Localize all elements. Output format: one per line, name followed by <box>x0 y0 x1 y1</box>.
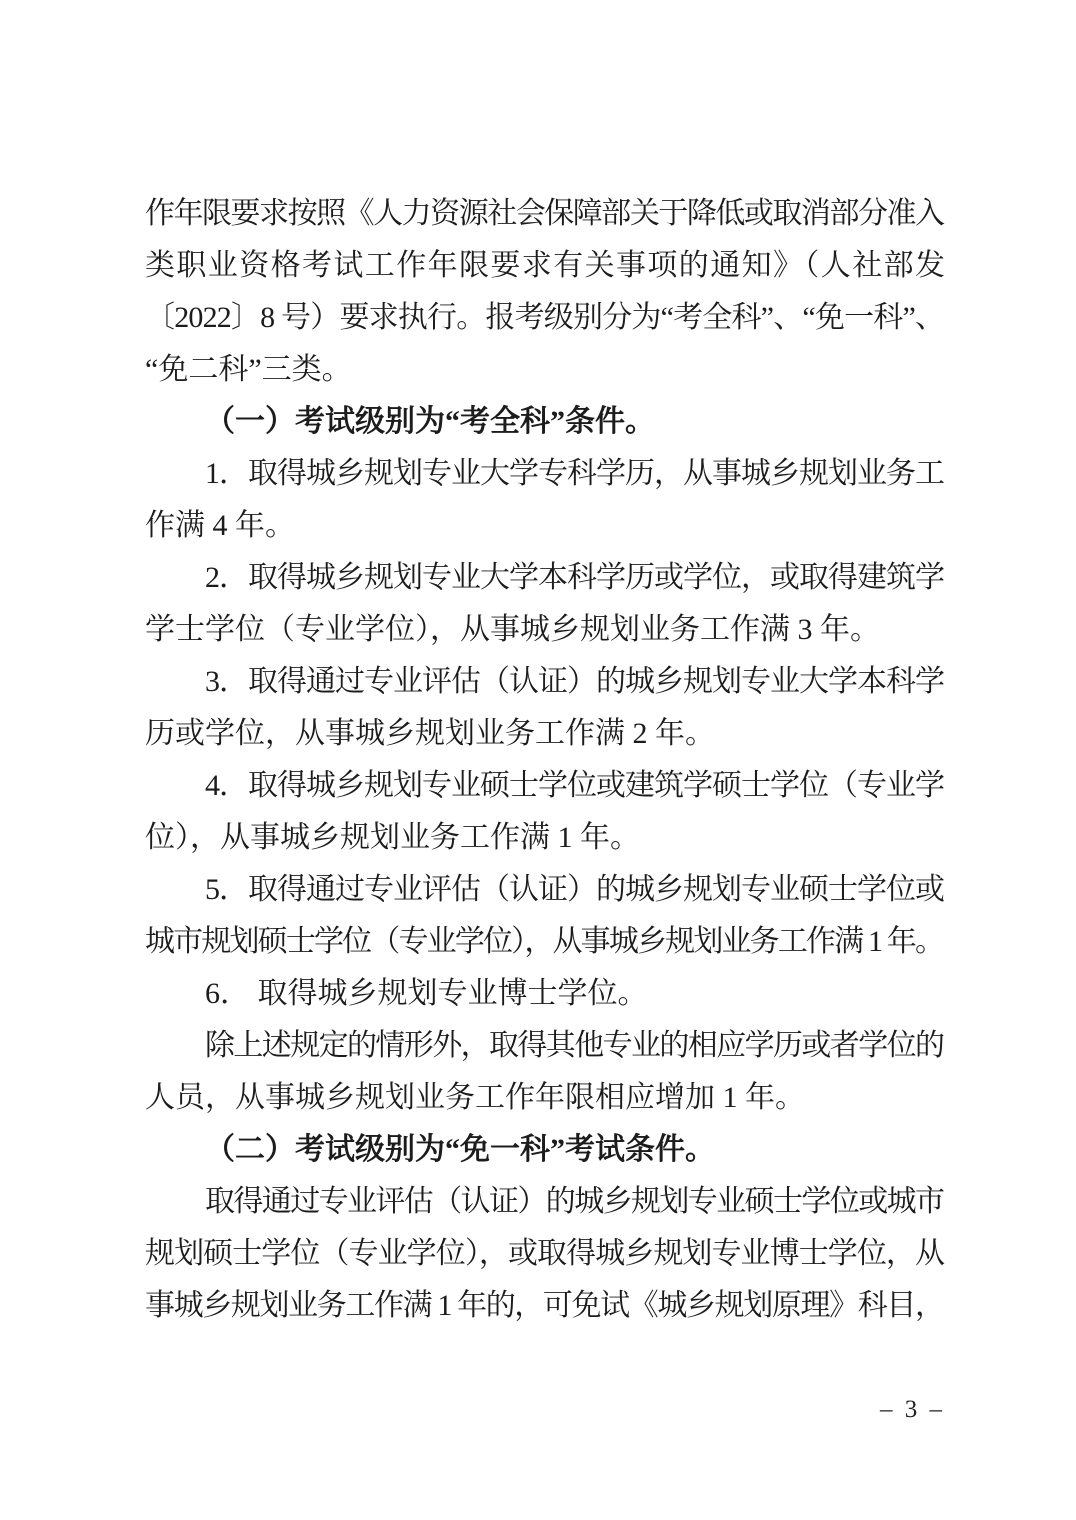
text-line-content: 取得通过专业评估（认证）的城乡规划专业硕士学位或城市 <box>205 1185 944 1218</box>
text-line <box>145 916 945 968</box>
text-line <box>145 760 945 812</box>
text-line <box>145 240 945 292</box>
section-heading <box>145 396 945 448</box>
text-line-content: 6． 取得城乡规划专业博士学位。 <box>205 977 648 1010</box>
text-line-content: 城市规划硕士学位（专业学位），从事城乡规划业务工作满 1 年。 <box>145 925 944 958</box>
text-line-content: 3．取得通过专业评估（认证）的城乡规划专业大学本科学 <box>205 665 944 698</box>
text-line <box>145 812 945 864</box>
text-line <box>145 1020 945 1072</box>
text-line <box>145 708 945 760</box>
text-line-content: 规划硕士学位（专业学位），或取得城乡规划专业博士学位，从 <box>145 1237 945 1270</box>
text-line-content: （二）考试级别为“免一科”考试条件。 <box>205 1133 715 1166</box>
text-line <box>145 500 945 552</box>
text-line-content: 〔2022〕8 号）要求执行。报考级别分为“考全科”、“免一科”、 <box>145 301 945 334</box>
text-line <box>145 656 945 708</box>
text-line-content: 除上述规定的情形外，取得其他专业的相应学历或者学位的 <box>205 1029 944 1062</box>
text-line <box>145 344 945 396</box>
text-line-content: 作年限要求按照《人力资源社会保障部关于降低或取消部分准入 <box>145 197 944 230</box>
text-line <box>145 968 945 1020</box>
text-line <box>145 448 945 500</box>
text-line-content: 学士学位（专业学位），从事城乡规划业务工作满 3 年。 <box>145 613 880 646</box>
text-line <box>145 604 945 656</box>
text-line-content: “免二科”三类。 <box>145 353 352 386</box>
text-line-content: 2．取得城乡规划专业大学本科学历或学位，或取得建筑学 <box>205 561 944 594</box>
text-line-content: 作满 4 年。 <box>145 509 295 542</box>
text-line-content: 人员，从事城乡规划业务工作年限相应增加 1 年。 <box>145 1081 805 1114</box>
text-line <box>145 552 945 604</box>
text-line <box>145 188 945 240</box>
text-line-content: 4．取得城乡规划专业硕士学位或建筑学硕士学位（专业学 <box>205 769 944 802</box>
text-line <box>145 864 945 916</box>
text-line <box>145 1228 945 1280</box>
text-line-content: （一）考试级别为“考全科”条件。 <box>205 405 655 438</box>
text-line-content: 历或学位，从事城乡规划业务工作满 2 年。 <box>145 717 715 750</box>
text-line <box>145 292 945 344</box>
document-body <box>145 188 945 1332</box>
text-line <box>145 1176 945 1228</box>
text-line-content: 事城乡规划业务工作满 1 年的，可免试《城乡规划原理》科目， <box>145 1289 944 1322</box>
text-line-content: 类职业资格考试工作年限要求有关事项的通知》（人社部发 <box>145 249 947 282</box>
text-line-content: 位），从事城乡规划业务工作满 1 年。 <box>145 821 640 854</box>
text-line-content: 1．取得城乡规划专业大学专科学历，从事城乡规划业务工 <box>205 457 944 490</box>
text-line-content: 5．取得通过专业评估（认证）的城乡规划专业硕士学位或 <box>205 873 944 906</box>
section-heading <box>145 1124 945 1176</box>
text-line <box>145 1072 945 1124</box>
page-number: – 3 – <box>880 1396 945 1423</box>
text-line <box>145 1280 945 1332</box>
